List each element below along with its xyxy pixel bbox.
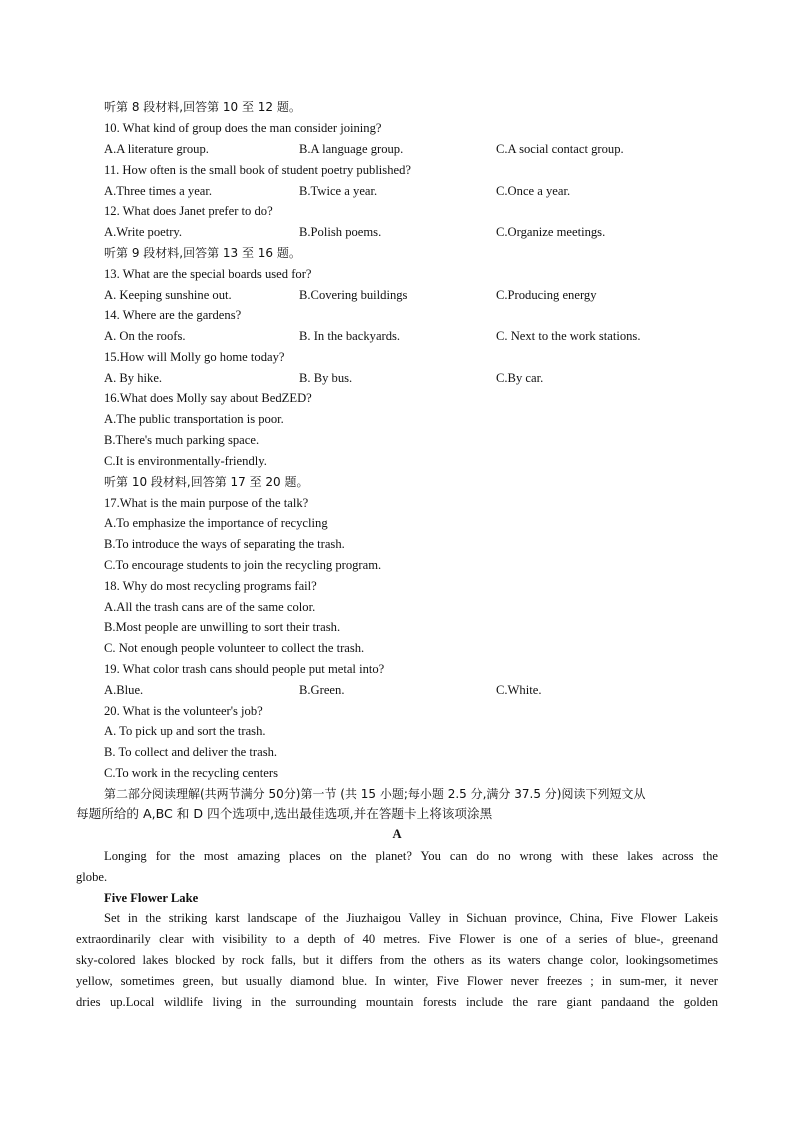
question-18: 18. Why do most recycling programs fail? (104, 579, 317, 593)
question-14: 14. Where are the gardens? (104, 308, 242, 322)
section-10-header: 听第 10 段材料,回答第 17 至 20 题。 (104, 475, 309, 489)
q11-option-a: A.Three times a year. (104, 184, 213, 198)
q13-option-a: A. Keeping sunshine out. (104, 288, 232, 302)
question-12: 12. What does Janet prefer to do? (104, 204, 273, 218)
q11-option-b: B.Twice a year. (299, 184, 378, 198)
q19-option-c: C.White. (496, 683, 542, 697)
question-13: 13. What are the special boards used for? (104, 267, 312, 281)
paragraph-line-1: Set in the striking karst landscape of the Jiuzhaigou Valley in Sichuan province, China, Five Flower Lakeis (104, 911, 718, 925)
q16-option-a: A.The public transportation is poor. (104, 412, 284, 426)
passage-letter: A (392, 827, 402, 841)
q19-option-a: A.Blue. (104, 683, 144, 697)
q14-option-c: C. Next to the work stations. (496, 329, 641, 343)
q14-option-a: A. On the roofs. (104, 329, 186, 343)
q18-option-a: A.All the trash cans are of the same color. (104, 600, 316, 614)
q14-option-b: B. In the backyards. (299, 329, 401, 343)
question-11: 11. How often is the small book of student poetry published? (104, 163, 411, 177)
q20-option-c: C.To work in the recycling centers (104, 766, 278, 780)
question-10: 10. What kind of group does the man consider joining? (104, 121, 382, 135)
paragraph-line-4: yellow, sometimes green, but usually diamond blue. In winter, Five Flower never freezes ; in sum-mer, it never (76, 974, 718, 988)
q12-option-b: B.Polish poems. (299, 225, 382, 239)
q17-option-b: B.To introduce the ways of separating the trash. (104, 537, 345, 551)
q15-option-c: C.By car. (496, 371, 544, 385)
q10-option-b: B.A language group. (299, 142, 404, 156)
paragraph-line-2: extraordinarily clear with visibility to a depth of 40 metres. Five Flower is one of a series of blue-, greenand (76, 932, 718, 946)
q10-option-a: A.A literature group. (104, 142, 209, 156)
question-20: 20. What is the volunteer's job? (104, 704, 263, 718)
passage-intro-line-2: globe. (76, 870, 108, 884)
paragraph-line-5: dries up.Local wildlife living in the surrounding mountain forests include the rare giant pandaand the golden (76, 995, 718, 1009)
paragraph-line-3: sky-colored lakes blocked by rock falls, but it differs from the others as its waters change color, lookingsometimes (76, 953, 718, 967)
passage-subtitle: Five Flower Lake (104, 891, 199, 905)
q11-option-c: C.Once a year. (496, 184, 571, 198)
q17-option-c: C.To encourage students to join the recycling program. (104, 558, 382, 572)
q13-option-c: C.Producing energy (496, 288, 597, 302)
q12-option-a: A.Write poetry. (104, 225, 183, 239)
q15-option-b: B. By bus. (299, 371, 353, 385)
passage-intro-line-1: Longing for the most amazing places on the planet? You can do no wrong with these lakes across the (104, 849, 718, 863)
q12-option-c: C.Organize meetings. (496, 225, 606, 239)
q16-option-c: C.It is environmentally-friendly. (104, 454, 267, 468)
section-8-header: 听第 8 段材料,回答第 10 至 12 题。 (104, 100, 301, 114)
part-2-instructions-line-2: 每题所给的 A,BC 和 D 四个选项中,选出最佳选项,并在答题卡上将该项涂黑 (76, 806, 493, 821)
q20-option-b: B. To collect and deliver the trash. (104, 745, 278, 759)
question-17: 17.What is the main purpose of the talk? (104, 496, 309, 510)
q10-option-c: C.A social contact group. (496, 142, 624, 156)
part-2-instructions-line-1: 第二部分阅读理解(共两节满分 50分)第一节 (共 15 小题;每小题 2.5 分,满分 37.5 分)阅读下列短文从 (104, 787, 646, 801)
q19-option-b: B.Green. (299, 683, 345, 697)
question-16: 16.What does Molly say about BedZED? (104, 391, 312, 405)
q18-option-c: C. Not enough people volunteer to collect the trash. (104, 641, 365, 655)
question-19: 19. What color trash cans should people put metal into? (104, 662, 385, 676)
q20-option-a: A. To pick up and sort the trash. (104, 724, 266, 738)
q18-option-b: B.Most people are unwilling to sort their trash. (104, 620, 341, 634)
q17-option-a: A.To emphasize the importance of recycling (104, 516, 328, 530)
q13-option-b: B.Covering buildings (299, 288, 408, 302)
q15-option-a: A. By hike. (104, 371, 163, 385)
section-9-header: 听第 9 段材料,回答第 13 至 16 题。 (104, 246, 301, 260)
question-15: 15.How will Molly go home today? (104, 350, 285, 364)
q16-option-b: B.There's much parking space. (104, 433, 260, 447)
